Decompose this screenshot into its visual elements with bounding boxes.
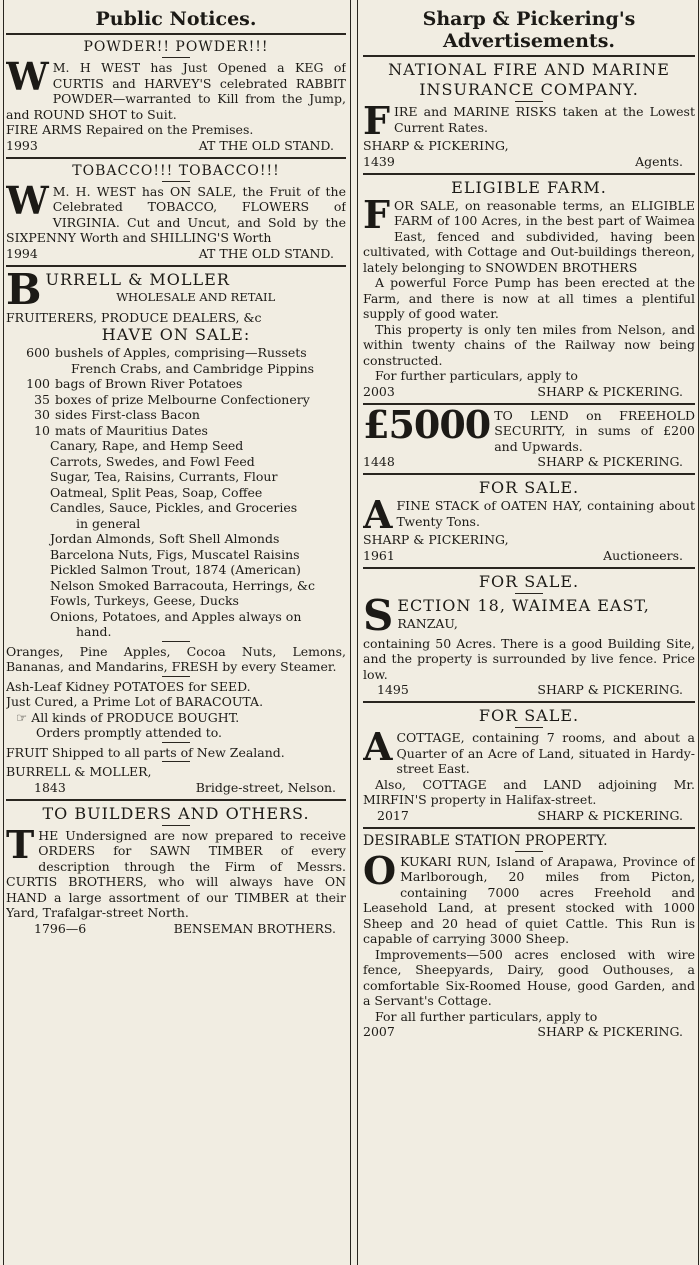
signature: SHARP & PICKERING, xyxy=(363,532,509,547)
orders-note: Orders promptly attended to. xyxy=(36,725,223,740)
ad-number: 1448 xyxy=(363,454,395,469)
ad-title: ELIGIBLE FARM. xyxy=(451,177,607,197)
ad-body: FINE STACK of OATEN HAY, containing about Twenty Tons. xyxy=(396,498,695,529)
drop-cap: T xyxy=(6,821,35,867)
insurance-ad xyxy=(363,60,695,170)
produce-item xyxy=(6,361,346,377)
drop-cap: W xyxy=(6,54,49,99)
produce-item: Barcelona Nuts, Figs, Muscatel Raisins xyxy=(50,546,300,562)
drop-cap: A xyxy=(363,492,393,537)
produce-quantity xyxy=(6,361,55,377)
station-ad xyxy=(363,832,695,1041)
trade-type: WHOLESALE AND RETAIL xyxy=(116,289,276,304)
drop-cap: B xyxy=(6,269,42,310)
section-ad xyxy=(363,572,695,699)
divider xyxy=(515,851,543,852)
ad-number: 2003 xyxy=(363,383,395,399)
ad-number: 1495 xyxy=(377,682,409,697)
hay-ad xyxy=(363,478,695,564)
divider xyxy=(162,761,190,762)
signature: BURRELL & MOLLER, xyxy=(6,764,152,779)
divider xyxy=(6,265,346,267)
divider xyxy=(6,33,346,35)
ad-title: FOR SALE. xyxy=(478,478,580,497)
agent-role: Agents. xyxy=(635,153,683,169)
drop-cap: A xyxy=(363,724,393,769)
pointing-hand-icon: ☞ xyxy=(16,709,32,725)
produce-quantity: 30 xyxy=(34,407,50,422)
builders-notice xyxy=(6,804,346,937)
produce-quantity: 600 xyxy=(26,345,50,360)
ad-number: 2017 xyxy=(377,807,409,823)
notice-body: M. H WEST has Just Opened a KEG of CURTIS and HARVEY'S celebrated RABBIT POWDER—warranted to Kill from the Jump, and ROUND SHOT to Suit. xyxy=(6,60,346,122)
fresh-fruit-note: Oranges, Pine Apples, Cocoa Nuts, Lemons, Bananas, and Mandarins, FRESH by every Steamer. xyxy=(6,643,346,674)
produce-quantity: 100 xyxy=(26,376,50,391)
ad-body: KUKARI RUN, Island of Arapawa, Province of Marlborough, 20 miles from Picton, containing 7000 acres Freehold and Leasehold Land, at present stocked with 1000 Sheep and 20 head of quiet Cattle. This Run is capable of carrying 3000 Sheep. xyxy=(363,853,695,946)
notice-location: AT THE OLD STAND. xyxy=(198,137,334,153)
on-sale-heading: HAVE ON SALE: xyxy=(101,325,251,344)
ad-paragraph: Improvements—500 acres enclosed with wire fence, Sheepyards, Dairy, good Outhouses, a comfortable Six-Roomed House, good Garden, and a Servant's Cottage. xyxy=(363,946,695,1008)
produce-bought-note: All kinds of PRODUCE BOUGHT. xyxy=(31,709,240,725)
auctioneer-role: Auctioneers. xyxy=(603,547,683,563)
column-header: Public Notices. xyxy=(95,8,257,30)
produce-description: sides First-class Bacon xyxy=(55,407,200,422)
notice-body: M. H. WEST has ON SALE, the Fruit of the Celebrated TOBACCO, FLOWERS of VIRGINIA. Cut and Uncut, and Sold by the SIXPENNY Worth and SHILLING'S Worth xyxy=(6,183,346,245)
ad-paragraph: This property is only ten miles from Nelson, and within twenty chains of the Railway now being constructed. xyxy=(363,321,695,368)
ad-number: 1961 xyxy=(363,547,395,563)
ad-number: 2007 xyxy=(363,1024,395,1039)
notice-body: HE Undersigned are now prepared to receive ORDERS for SAWN TIMBER of every description through the Firm of Messrs. CURTIS BROTHERS, who will always have ON HAND a large assortment of our TIMBER at their Yard, Trafalgar-street North. xyxy=(6,827,346,920)
signature: SHARP & PICKERING, xyxy=(363,138,509,153)
ad-body: IRE and MARINE RISKS taken at the Lowest Current Rates. xyxy=(393,104,695,135)
ad-number: 1439 xyxy=(363,153,395,169)
ad-number: 1843 xyxy=(34,779,66,795)
divider xyxy=(363,701,695,703)
ad-paragraph: Also, COTTAGE and LAND adjoining Mr. MIRFIN'S property in Halifax-street. xyxy=(363,776,695,807)
divider xyxy=(363,173,695,175)
ad-paragraph: For further particulars, apply to xyxy=(375,368,578,383)
section-location: RANZAU, xyxy=(397,615,458,631)
produce-item: Fowls, Turkeys, Geese, Ducks xyxy=(50,593,239,608)
baracouta-note: Just Cured, a Prime Lot of BARACOUTA. xyxy=(6,694,264,709)
ad-body: OR SALE, on reasonable terms, an ELIGIBLE FARM of 100 Acres, in the best part of Waimea East, fenced and subdivided, having been cultivated, with Cottage and Out-buildings thereon, lately belonging to SNOWDEN BROTHERS xyxy=(363,197,695,275)
notice-title: POWDER!! POWDER!!! xyxy=(83,39,269,55)
produce-item xyxy=(6,423,346,439)
produce-item: in general xyxy=(76,515,141,531)
signature: SHARP & PICKERING. xyxy=(537,454,683,469)
produce-list xyxy=(6,345,346,640)
drop-cap: W xyxy=(6,177,49,223)
ad-title: DESIRABLE STATION PROPERTY. xyxy=(363,832,608,849)
divider xyxy=(515,727,543,728)
produce-quantity: 10 xyxy=(34,422,50,438)
section-title: ECTION 18, WAIMEA EAST, xyxy=(397,595,650,615)
sharp-pickering-column xyxy=(363,8,695,1265)
column-rule-center-a xyxy=(350,0,351,1265)
produce-item xyxy=(6,376,346,392)
signature: BENSEMAN BROTHERS. xyxy=(173,920,336,936)
produce-description: bushels of Apples, comprising—Russets xyxy=(55,345,307,360)
column-rule-left xyxy=(3,0,4,1265)
divider xyxy=(162,825,190,826)
divider xyxy=(162,676,190,677)
address: Bridge-street, Nelson. xyxy=(195,779,336,795)
ad-title-line-2: INSURANCE COMPANY. xyxy=(419,80,639,99)
drop-cap: F xyxy=(363,191,390,237)
cottage-ad xyxy=(363,706,695,824)
ad-title-line-1: NATIONAL FIRE AND MARINE xyxy=(388,60,670,79)
column-rule-center-b xyxy=(357,0,358,1265)
ad-number: 1994 xyxy=(6,245,38,261)
produce-description: mats of Mauritius Dates xyxy=(55,422,208,438)
produce-quantity: 35 xyxy=(34,391,50,407)
produce-item: Carrots, Swedes, and Fowl Feed xyxy=(50,453,255,469)
signature: SHARP & PICKERING. xyxy=(537,682,683,697)
signature: SHARP & PICKERING. xyxy=(537,383,683,399)
ad-body: COTTAGE, containing 7 rooms, and about a Quarter of an Acre of Land, situated in Hardy-street East. xyxy=(396,730,695,776)
divider xyxy=(6,799,346,801)
notice-location: AT THE OLD STAND. xyxy=(198,245,334,261)
signature: SHARP & PICKERING. xyxy=(537,807,683,823)
produce-description: bags of Brown River Potatoes xyxy=(55,376,243,391)
produce-item: Jordan Almonds, Soft Shell Almonds xyxy=(50,531,280,546)
divider xyxy=(162,641,190,642)
ad-title: FOR SALE. xyxy=(478,571,580,591)
firm-name: URRELL & MOLLER xyxy=(45,269,230,289)
divider xyxy=(363,827,695,829)
loan-ad xyxy=(363,401,695,471)
produce-description: French Crabs, and Cambridge Pippins xyxy=(71,360,315,376)
ad-title: FOR SALE. xyxy=(478,706,580,725)
produce-item: hand. xyxy=(76,624,112,639)
ad-paragraph: A powerful Force Pump has been erected at the Farm, and there is now at all times a plentiful supply of good water. xyxy=(363,275,695,321)
notice-title: TOBACCO!!! TOBACCO!!! xyxy=(72,162,280,179)
public-notices-column xyxy=(6,8,346,1265)
ad-number: 1796—6 xyxy=(34,920,87,936)
divider xyxy=(363,473,695,475)
produce-item: Nelson Smoked Barracouta, Herrings, &c xyxy=(50,577,316,593)
divider xyxy=(6,157,346,159)
shipping-note: FRUIT Shipped to all parts of New Zealand. xyxy=(6,744,285,760)
produce-item xyxy=(6,392,346,408)
seed-potatoes-note: Ash-Leaf Kidney POTATOES for SEED. xyxy=(6,678,251,694)
produce-item: Onions, Potatoes, and Apples always on xyxy=(50,608,302,624)
farm-ad xyxy=(363,178,695,400)
burrell-moller-ad xyxy=(6,270,346,796)
notice-title: TO BUILDERS AND OTHERS. xyxy=(42,803,310,823)
notice-note: FIRE ARMS Repaired on the Premises. xyxy=(6,122,254,137)
produce-item: Oatmeal, Split Peas, Soap, Coffee xyxy=(50,484,263,500)
divider xyxy=(162,742,190,743)
produce-description: boxes of prize Melbourne Confectionery xyxy=(55,391,310,407)
produce-item: Candles, Sauce, Pickles, and Groceries xyxy=(50,500,298,515)
drop-cap: F xyxy=(363,98,390,143)
ad-paragraph: For all further particulars, apply to xyxy=(375,1008,598,1024)
produce-item: Pickled Salmon Trout, 1874 (American) xyxy=(50,562,301,577)
ad-body: containing 50 Acres. There is a good Building Site, and the property is surrounded by live fence. Price low. xyxy=(363,635,695,682)
divider xyxy=(162,181,190,182)
drop-cap: S xyxy=(363,595,394,636)
produce-item xyxy=(6,345,346,361)
column-header: Sharp & Pickering's Advertisements. xyxy=(422,8,636,52)
trade-description: FRUITERERS, PRODUCE DEALERS, &c xyxy=(6,309,262,325)
tobacco-notice xyxy=(6,162,346,262)
divider xyxy=(162,57,190,58)
divider xyxy=(363,567,695,569)
ad-body: TO LEND on FREEHOLD SECURITY, in sums of £200 and Upwards. xyxy=(494,407,695,454)
divider xyxy=(515,593,543,594)
loan-amount: £5000 xyxy=(363,401,491,447)
signature: SHARP & PICKERING. xyxy=(537,1024,683,1039)
column-rule-right xyxy=(698,0,699,1265)
produce-item: Sugar, Tea, Raisins, Currants, Flour xyxy=(50,469,278,484)
drop-cap: O xyxy=(363,847,397,893)
powder-notice xyxy=(6,38,346,154)
divider xyxy=(515,101,543,102)
produce-item: Canary, Rape, and Hemp Seed xyxy=(50,438,244,453)
produce-item xyxy=(6,407,346,423)
divider xyxy=(363,55,695,57)
ad-number: 1993 xyxy=(6,137,38,153)
